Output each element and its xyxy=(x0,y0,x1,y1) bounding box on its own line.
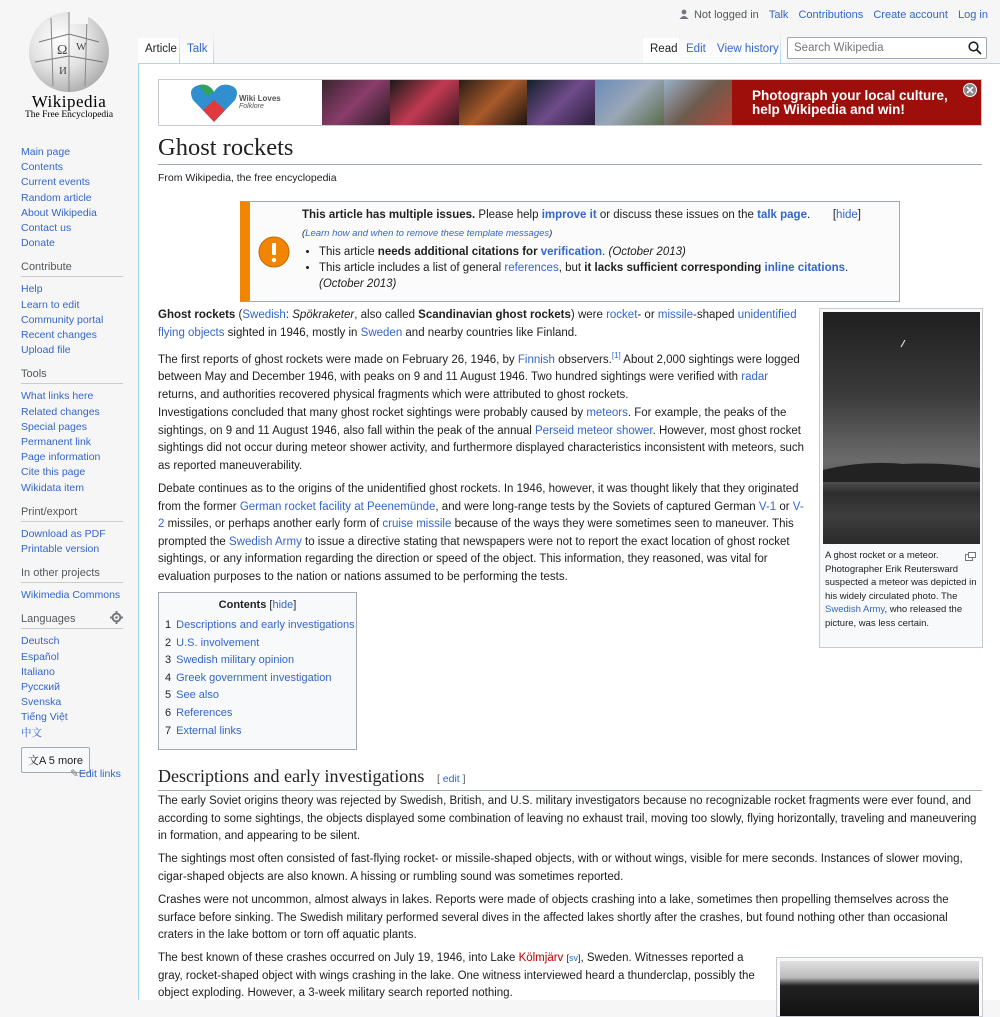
v2-link[interactable]: V-2 xyxy=(158,500,804,530)
toc-item[interactable] xyxy=(165,617,356,635)
ghost-rocket-photo[interactable] xyxy=(823,312,980,544)
svg-text:И: И xyxy=(59,65,67,77)
sidebar-main-item[interactable] xyxy=(21,191,123,206)
p3-c: . However, most ghost rocket sightings did not occur during meteor shower activity, and furthermore displayed characteristics inconsistent with meteors, such as reported maneuverability. xyxy=(158,424,804,472)
sidebar-language-item[interactable] xyxy=(21,726,123,741)
toc-item[interactable] xyxy=(165,687,356,705)
sidebar-tools-item[interactable] xyxy=(21,450,123,465)
banner-logo-line2: Folklore xyxy=(239,103,264,110)
sidebar-tools-item[interactable] xyxy=(21,435,123,450)
issue1-a: This article xyxy=(319,246,378,258)
toc-title: Contents [hide] xyxy=(218,599,297,611)
sidebar-main-item[interactable] xyxy=(21,160,123,175)
toc-number: 5 xyxy=(165,689,172,702)
toc-number: 1 xyxy=(165,619,172,631)
section-heading-label: Descriptions and early investigations xyxy=(158,766,425,786)
projects-heading: In other projects xyxy=(21,567,123,583)
issue1-date: (October 2013) xyxy=(608,246,686,258)
p1-e: - or xyxy=(637,309,658,321)
nav-languages xyxy=(21,613,123,740)
tools-heading: Tools xyxy=(21,368,123,384)
banner-cta-line2: help Wikipedia and win! xyxy=(752,102,905,117)
close-icon[interactable] xyxy=(963,83,977,97)
personal-tools xyxy=(679,9,988,21)
sidebar-language-item[interactable] xyxy=(21,680,123,695)
sv-interlanguage-link[interactable]: sv xyxy=(569,953,579,963)
campaign-banner[interactable] xyxy=(158,79,982,126)
sidebar-tools-item[interactable] xyxy=(21,481,123,496)
sidebar-main-item[interactable] xyxy=(21,145,123,160)
p1-sv: Spökraketer xyxy=(292,309,355,321)
sidebar-main-item[interactable] xyxy=(21,175,123,190)
issues-hide: [hide] xyxy=(832,209,861,221)
p4s-b: , Sweden. Witnesses reported a gray, rocket-shaped object with wings crashing in the lake. One witness interviewed heard a thunderclap, possibly the object exploding. However, a 3-week military search reported nothing. xyxy=(158,952,755,999)
sidebar-contribute-item[interactable] xyxy=(21,298,123,313)
thumbnail-lake xyxy=(776,957,983,1017)
toc-number: 3 xyxy=(165,654,172,667)
rocket-link[interactable]: rocket xyxy=(606,309,638,321)
sidebar-print-item[interactable] xyxy=(21,527,123,542)
p1-f: -shaped xyxy=(693,309,738,321)
p3-a: Investigations concluded that many ghost rocket sightings were probably caused by xyxy=(158,407,587,419)
sidebar-tools-link[interactable]: Cite this page xyxy=(21,466,86,479)
create-account-link[interactable]: Create account xyxy=(873,9,948,21)
sidebar-main-link[interactable]: Main page xyxy=(21,146,71,158)
p1-a: ( xyxy=(235,309,243,321)
sidebar-tools-link[interactable]: Permanent link xyxy=(21,436,92,449)
sidebar-contribute-link[interactable]: Community portal xyxy=(21,313,104,326)
p2-a: The first reports of ghost rockets were made on February 26, 1946, by xyxy=(158,353,518,366)
content xyxy=(138,63,1000,1000)
toc-number: 2 xyxy=(165,636,172,649)
sidebar-projects-link[interactable]: Wikimedia Commons xyxy=(21,589,121,602)
pencil-icon: ✎ xyxy=(70,768,79,780)
p1-h: and nearby countries like Finland. xyxy=(402,326,578,339)
warning-icon xyxy=(258,236,290,268)
languages-heading-label: Languages xyxy=(21,613,76,626)
tagline: The Free Encyclopedia xyxy=(24,110,114,120)
improve-link[interactable]: improve it xyxy=(541,209,597,221)
sidebar-contribute-item[interactable] xyxy=(21,343,123,358)
sidebar-main-link[interactable]: Random article xyxy=(21,191,92,204)
more-languages-label: 5 more xyxy=(48,754,84,767)
cruise-missile-link[interactable]: cruise missile xyxy=(382,518,452,530)
log-in-link[interactable]: Log in xyxy=(958,9,988,21)
references-link[interactable]: references xyxy=(504,262,559,274)
toc-hide-link[interactable]: hide xyxy=(272,599,294,611)
sidebar-tools-link[interactable]: Special pages xyxy=(21,420,87,433)
contributions-link[interactable]: Contributions xyxy=(798,9,864,21)
nav-tools xyxy=(21,368,123,495)
p4-c: or xyxy=(776,500,793,513)
p1-b2: Scandinavian ghost rockets xyxy=(418,309,571,321)
issue2-date: (October 2013) xyxy=(319,278,397,290)
wikipedia-logo[interactable] xyxy=(0,0,138,140)
issues-list xyxy=(302,244,862,292)
p1-b: : xyxy=(285,309,293,321)
toc-number: 6 xyxy=(165,706,172,719)
issue1-b: needs additional citations for xyxy=(377,246,541,258)
issue-item xyxy=(319,260,862,292)
caption-a: A ghost rocket or a meteor. Photographer Erik Reutersward suspected a meteor was depicted in his widely circulated photo. The xyxy=(825,550,977,602)
thumbnail-caption xyxy=(825,549,977,631)
heart-puzzle-icon xyxy=(189,82,239,124)
sidebar-main-item[interactable] xyxy=(21,206,123,221)
sidebar-tools-item[interactable] xyxy=(21,420,123,435)
tab-article[interactable]: Article xyxy=(138,38,184,63)
toc-number: 4 xyxy=(165,671,172,684)
sidebar-tools-link[interactable]: What links here xyxy=(21,390,94,403)
issues-bold: This article has multiple issues. xyxy=(302,209,476,221)
p1-c: , also called xyxy=(354,309,419,321)
p4s-a: The best known of these crashes occurred on July 19, 1946, into Lake xyxy=(158,952,519,964)
p2-b: observers. xyxy=(554,353,612,366)
sidebar-main-link[interactable]: Contents xyxy=(21,161,64,174)
sidebar-main-link[interactable]: Donate xyxy=(21,237,55,250)
sidebar-language-item[interactable] xyxy=(21,710,123,725)
p2-d: returns, and authorities recovered physical fragments which were attributed to ghost rockets. xyxy=(158,388,629,401)
sidebar-contribute-link[interactable]: Recent changes xyxy=(21,329,97,342)
user-icon xyxy=(679,9,689,19)
swedish-army-link-2[interactable]: Swedish Army xyxy=(228,535,302,548)
edit-links[interactable] xyxy=(70,768,121,780)
intro-paragraph-4 xyxy=(158,481,808,586)
wordmark: Wikipedia xyxy=(31,92,107,111)
talk-page-link[interactable]: talk page xyxy=(757,209,807,221)
site-subtitle: From Wikipedia, the free encyclopedia xyxy=(158,172,337,184)
sidebar-print-item[interactable] xyxy=(21,542,123,557)
banner-logo-line1: Wiki Loves xyxy=(239,94,281,103)
sidebar-language-link[interactable]: Español xyxy=(21,650,59,663)
section-paragraph-3: Crashes were not uncommon, almost always in lakes. Reports were made of objects crashing into a lake, sometimes then propelling themselves across the surface before sinking. The Swedish military performed several dives in the affected lakes shortly after the crashes, but found nothing other than occasional craters in the lake bottom or torn off aquatic plants. xyxy=(158,894,949,941)
tab-edit[interactable]: Edit xyxy=(679,38,713,63)
toc-title-label: Contents xyxy=(218,599,267,611)
radar-link[interactable]: radar xyxy=(741,371,769,384)
sidebar-language-item[interactable] xyxy=(21,650,123,665)
issues-c: . xyxy=(806,209,811,221)
toc-link[interactable]: References xyxy=(176,706,233,719)
tab-read[interactable]: Read xyxy=(643,38,685,63)
issues-text xyxy=(302,209,822,221)
sidebar-language-link[interactable]: Deutsch xyxy=(21,635,60,648)
sidebar-language-link[interactable]: Italiano xyxy=(21,665,55,678)
svg-text:W: W xyxy=(76,41,87,53)
tab-view-history[interactable]: View history xyxy=(710,38,786,63)
wiki-loves-folklore-logo xyxy=(159,80,322,125)
toc-link[interactable]: See also xyxy=(176,689,219,702)
sidebar-contribute-item[interactable] xyxy=(21,313,123,328)
toc-item[interactable] xyxy=(165,723,356,741)
finnish-link[interactable]: Finnish xyxy=(517,353,555,366)
translate-icon: 文A xyxy=(28,754,46,767)
sidebar-contribute-item[interactable] xyxy=(21,282,123,297)
contribute-heading: Contribute xyxy=(21,261,123,277)
toc-item[interactable] xyxy=(165,635,356,653)
meteors-link[interactable]: meteors xyxy=(586,407,628,419)
section-paragraph-2: The sightings most often consisted of fast-flying rocket- or missile-shaped objects, with or without wings, visible for mere seconds. Instances of slower moving, cigar-shaped objects are also known. A hissing or rumbling sound was sometimes reported. xyxy=(158,853,963,883)
sidebar-tools-item[interactable] xyxy=(21,405,123,420)
section-heading: Descriptions and early investigations [ edit ] xyxy=(158,766,982,791)
svg-text:Ω: Ω xyxy=(57,43,68,58)
sidebar-language-link[interactable]: 中文 xyxy=(21,726,42,739)
swedish-link[interactable]: Swedish xyxy=(242,309,286,321)
sidebar-tools-link[interactable]: Related changes xyxy=(21,405,100,418)
nav-print xyxy=(21,506,123,557)
sidebar-contribute-link[interactable]: Help xyxy=(21,283,43,296)
sidebar-language-link[interactable]: Tiếng Việt xyxy=(21,711,68,724)
issues-hide-link[interactable]: hide xyxy=(836,209,858,221)
search-icon[interactable] xyxy=(968,41,982,55)
sidebar-language-link[interactable]: Русский xyxy=(21,681,60,694)
kolmjarv-link[interactable]: Kölmjärv xyxy=(518,952,564,964)
v1-link[interactable]: V-1 xyxy=(758,500,777,513)
toc-item[interactable] xyxy=(165,652,356,670)
missile-link[interactable]: missile xyxy=(657,309,693,321)
sidebar-tools-link[interactable]: Page information xyxy=(21,451,101,464)
sidebar-main-item[interactable] xyxy=(21,236,123,251)
toc-number: 7 xyxy=(165,724,172,737)
issue2-b: , but xyxy=(558,262,585,274)
perseid-link[interactable]: Perseid meteor shower xyxy=(535,424,653,437)
section-paragraph-1: The early Soviet origins theory was rejected by Swedish, British, and U.S. military investigators because no recognizable rocket fragments were ever found, and according to some sightings, the objects displayed some combination of leaving no exhaust trail, moving too slowly, flying horizontally, traveling and maneuvering in formation, and appearing to be silent. xyxy=(158,795,977,842)
p3-b: . For example, the peaks of the sightings, on 9 and 11 August 1946, also fall within the peak of the annual xyxy=(158,407,787,437)
sidebar-main-item[interactable] xyxy=(21,221,123,236)
sidebar-tools-item[interactable] xyxy=(21,389,123,404)
learn-remove-link[interactable]: Learn how and when to remove these template messages xyxy=(305,228,550,239)
not-logged-in: Not logged in xyxy=(693,9,759,21)
talk-link[interactable]: Talk xyxy=(768,9,789,21)
sidebar-tools-link[interactable]: Wikidata item xyxy=(21,481,85,494)
languages-heading xyxy=(21,613,123,629)
issues-a: Please help xyxy=(475,209,542,221)
gear-icon[interactable] xyxy=(110,611,123,624)
sidebar-contribute-link[interactable]: Upload file xyxy=(21,344,71,357)
issue2-a: This article includes a list of general xyxy=(319,262,505,274)
sidebar-contribute-link[interactable]: Learn to edit xyxy=(21,298,80,311)
sidebar-language-item[interactable] xyxy=(21,634,123,649)
banner-cta-line1: Photograph your local culture, xyxy=(752,88,948,103)
sidebar-projects-item[interactable] xyxy=(21,588,123,603)
search-box xyxy=(787,37,987,59)
section-paragraph-4: The best known of these crashes occurred on July 19, 1946, into Lake Kölmjärv [sv], Sweden. Witnesses reported a gray, rocket-shaped object with wings crashing in the lake. One witness interviewed heard a thunderclap, possibly the object exploding. However, a 3-week military search reported nothing. xyxy=(158,952,755,999)
issue1-c: . xyxy=(602,246,606,258)
intro-paragraph-3 xyxy=(158,405,808,475)
p4-e: because of the ways they were sometimes seen to maneuver. This prompted the xyxy=(158,518,794,548)
toc-link[interactable]: External links xyxy=(176,724,242,737)
toc-link[interactable]: Descriptions and early investigations xyxy=(176,619,355,631)
multiple-issues-box xyxy=(240,201,900,302)
sidebar-main-link[interactable]: Contact us xyxy=(21,222,72,235)
page-title: Ghost rockets xyxy=(158,134,982,165)
lake-photo[interactable] xyxy=(780,961,979,1016)
ref-1-link[interactable]: [1] xyxy=(611,351,621,360)
ufo-link[interactable]: unidentified flying objects xyxy=(158,309,797,339)
learn-remove: (Learn how and when to remove these template messages) xyxy=(302,228,553,239)
p4-a: Debate continues as to the origins of the unidentified ghost rockets. In 1946, however, it was thought likely that they originated from the former xyxy=(158,483,799,513)
inline-citations-link[interactable]: inline citations xyxy=(764,262,846,274)
tab-talk[interactable]: Talk xyxy=(180,38,214,63)
issue2-d: . xyxy=(845,262,849,274)
intro-paragraph-2 xyxy=(158,347,808,404)
sidebar-language-link[interactable]: Svenska xyxy=(21,696,62,709)
nav-main xyxy=(21,145,123,251)
sidebar-main-link[interactable]: About Wikipedia xyxy=(21,206,97,219)
p4-b: , and were long-range tests by the Soviets of captured German xyxy=(435,500,759,513)
section-edit-link[interactable]: edit xyxy=(442,773,460,785)
edit-links-label[interactable]: Edit links xyxy=(78,768,121,780)
swedish-army-link[interactable]: Swedish Army xyxy=(825,604,885,616)
sweden-link[interactable]: Sweden xyxy=(360,326,403,339)
sidebar-language-item[interactable] xyxy=(21,665,123,680)
print-heading: Print/export xyxy=(21,506,123,522)
p4-f: to issue a directive stating that newspapers were not to report the exact location of ghost rocket sightings, or any information regarding the direction or speed of the object. This information, they reasoned, was vital for evaluation purposes to the nation or nations assumed to be performing the tests. xyxy=(158,535,790,583)
caption-b: , who released the picture, was less certain. xyxy=(825,604,963,629)
search-input[interactable] xyxy=(788,38,958,58)
nav-projects xyxy=(21,567,123,603)
p1-g: sighted in 1946, mostly in xyxy=(224,326,361,339)
issue2-c: it lacks sufficient corresponding xyxy=(584,262,765,274)
sidebar-language-item[interactable] xyxy=(21,695,123,710)
puzzle-globe-icon xyxy=(29,12,109,92)
sidebar-tools-item[interactable] xyxy=(21,465,123,480)
toc-link[interactable]: Swedish military opinion xyxy=(176,654,295,667)
sidebar-main-link[interactable]: Current events xyxy=(21,176,90,189)
p4-d: missiles, or perhaps another early form of xyxy=(164,518,383,530)
sidebar-print-link[interactable]: Printable version xyxy=(21,543,100,556)
toc-link[interactable]: Greek government investigation xyxy=(176,671,332,684)
thumbnail-ghost-rocket xyxy=(819,308,983,648)
toc-item[interactable] xyxy=(165,705,356,723)
sidebar xyxy=(0,140,138,780)
issues-b: or discuss these issues on the xyxy=(596,209,758,221)
sidebar-contribute-item[interactable] xyxy=(21,328,123,343)
nav-contribute xyxy=(21,261,123,358)
table-of-contents xyxy=(158,592,357,750)
banner-photos xyxy=(322,80,732,125)
sidebar-print-link[interactable]: Download as PDF xyxy=(21,527,106,540)
p2-c: About 2,000 sightings were logged between May and December 1946, with peaks on 9 and 11 August 1946. Two hundred sightings were verified with xyxy=(158,353,800,384)
issue-item xyxy=(319,244,862,260)
toc-item[interactable] xyxy=(165,670,356,688)
peenemunde-link[interactable]: German rocket facility at Peenemünde xyxy=(239,500,436,513)
p1-d: ) were xyxy=(570,309,607,321)
intro-paragraph-1 xyxy=(158,307,808,342)
banner-cta[interactable] xyxy=(732,80,982,125)
verification-link[interactable]: verification xyxy=(540,246,603,258)
p1-b1: Ghost rockets xyxy=(158,309,236,321)
toc-link[interactable]: U.S. involvement xyxy=(176,636,260,649)
